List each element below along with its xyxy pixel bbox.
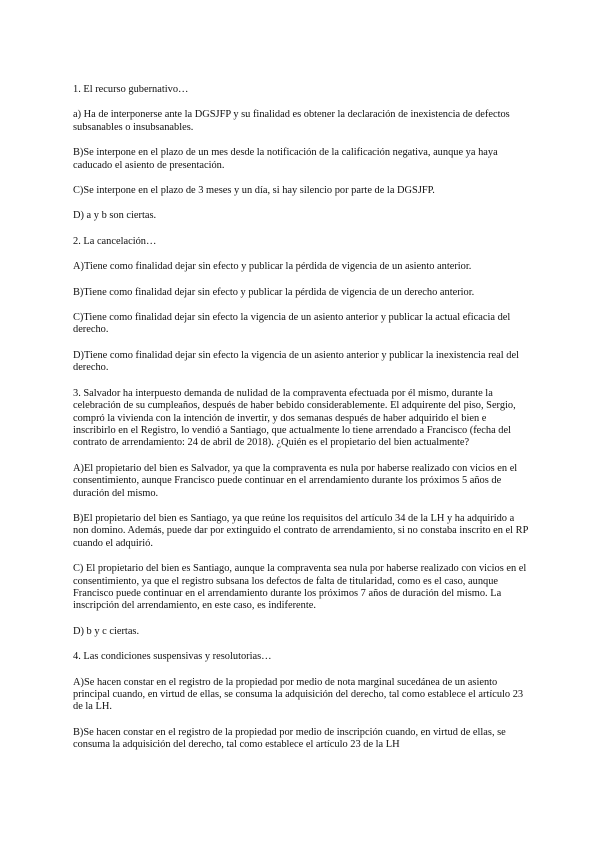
question-2-option-c: C)Tiene como finalidad dejar sin efecto la vigencia de un asiento anterior y publicar la actual eficacia del derecho.: [73, 312, 511, 336]
question-3-heading: 3. Salvador ha interpuesto demanda de nulidad de la compraventa efectuada por él mismo, durante la celebración de su cumpleaños, después de haber bebido considerablemente. El adquirente del piso, Sergio, compró la vivienda con la intención de invertir, y dos semanas después de haber adquirido el bien e inscribirlo en el Registro, lo vendió a Santiago, que actualmente lo tiene arrendado a Francisco (fecha del contrato de arrendamiento: 24 de abril de 2018). ¿Quién es el propietario del bien actualmente?: [73, 387, 516, 449]
question-2-option-b: B)Tiene como finalidad dejar sin efecto y publicar la pérdida de vigencia de un derecho anterior.: [73, 286, 475, 298]
question-2-heading: 2. La cancelación…: [73, 235, 157, 247]
question-1-option-a: a) Ha de interponerse ante la DGSJFP y su finalidad es obtener la declaración de inexistencia de defectos subsanables o insubsanables.: [73, 109, 510, 133]
question-1-option-b: B)Se interpone en el plazo de un mes desde la notificación de la calificación negativa, aunque ya haya caducado el asiento de presentación.: [73, 147, 498, 171]
document-body: [73, 84, 529, 765]
question-1-option-c: C)Se interpone en el plazo de 3 meses y un día, si hay silencio por parte de la DGSJFP.: [73, 185, 435, 197]
question-4-heading: 4. Las condiciones suspensivas y resolutorias…: [73, 651, 272, 663]
question-4-option-b: B)Se hacen constar en el registro de la propiedad por medio de inscripción cuando, en virtud de ellas, se consuma la adquisición del derecho, tal como establece el artículo 23 de la LH: [73, 726, 506, 751]
question-3-option-d: D) b y c ciertas.: [73, 625, 140, 637]
question-4-option-a: A)Se hacen constar en el registro de la propiedad por medio de nota marginal sucedánea de un asiento principal cuando, en virtud de ellas, se consuma la adquisición del derecho, tal como establece el artículo 23 de la LH.: [73, 676, 524, 713]
question-3-option-b: B)El propietario del bien es Santiago, ya que reúne los requisitos del artículo 34 de la LH y ha adquirido a non domino. Además, puede dar por extinguido el contrato de arrendamiento, si no constaba inscrito en el RP cuando el adquirió.: [73, 512, 528, 549]
question-2-option-d: D)Tiene como finalidad dejar sin efecto la vigencia de un asiento anterior y publicar la inexistencia real del derecho.: [73, 349, 519, 374]
question-1-heading: 1. El recurso gubernativo…: [73, 84, 189, 95]
question-1-option-d: D) a y b son ciertas.: [73, 210, 157, 222]
question-3-option-c: C) El propietario del bien es Santiago, aunque la compraventa sea nula por haberse realizado con vicios en el consentimiento, ya que el registro subsana los defectos de falta de titularidad, como es el caso, aunque Francisco puede continuar en el arrendamiento durante los próximos 7 años de duración del mismo. La inscripción del arrendamiento, en este caso, es indiferente.: [73, 563, 527, 612]
question-3-option-a: A)El propietario del bien es Salvador, ya que la compraventa es nula por haberse realizado con vicios en el consentimiento, aunque Francisco puede continuar en el arrendamiento durante los próximos 5 años de duración del mismo.: [73, 462, 518, 499]
question-2-option-a: A)Tiene como finalidad dejar sin efecto y publicar la pérdida de vigencia de un asiento anterior.: [73, 261, 472, 273]
